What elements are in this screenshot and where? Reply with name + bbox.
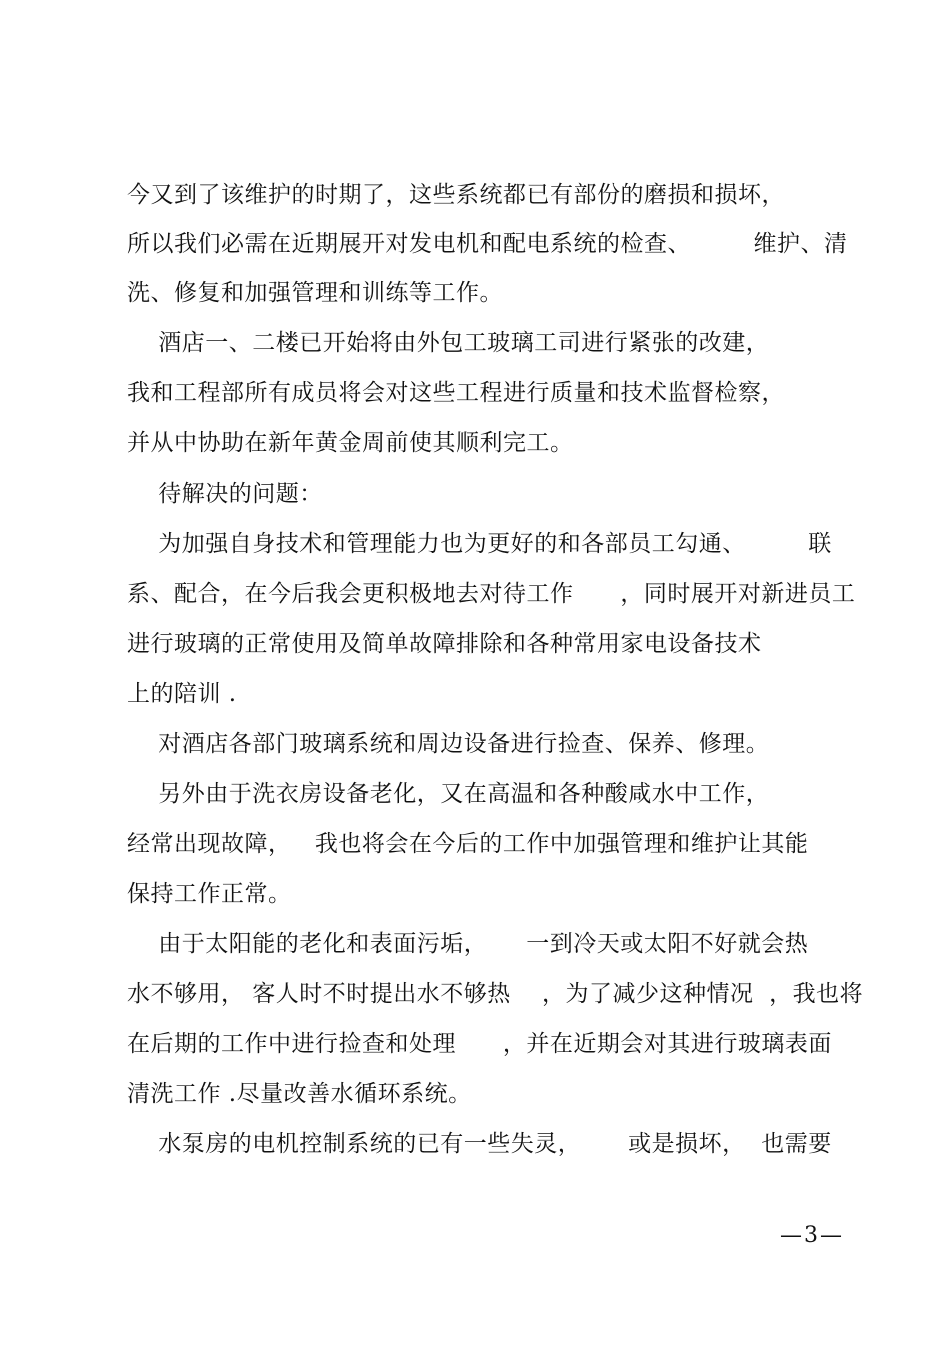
text-line: 今又到了该维护的时期了，这些系统都已有部份的磨损和损坏， bbox=[127, 182, 785, 208]
text-line: 经常出现故障， 我也将会在今后的工作中加强管理和维护让其能 bbox=[127, 831, 809, 857]
text-line: 并从中协助在新年黄金周前使其顺利完工。 bbox=[127, 430, 574, 456]
text-line: 水泵房的电机控制系统的已有一些失灵， 或是损坏， 也需要 bbox=[127, 1131, 832, 1157]
text-line: 酒店一、二楼已开始将由外包工玻璃工司进行紧张的改建， bbox=[127, 330, 770, 356]
text-line: 对酒店各部门玻璃系统和周边设备进行捡查、保养、修理。 bbox=[127, 731, 770, 757]
text-line: 系、配合，在今后我会更积极地去对待工作 ，同时展开对新进员工 bbox=[127, 581, 856, 607]
text-line: 为加强自身技术和管理能力也为更好的和各部员工勾通、 联 bbox=[127, 531, 832, 557]
text-line: 所以我们必需在近期展开对发电机和配电系统的检查、 维护、清 bbox=[127, 231, 848, 257]
text-line: 由于太阳能的老化和表面污垢， 一到冷天或太阳不好就会热 bbox=[127, 931, 809, 957]
text-line: 上的陪训 . bbox=[127, 681, 237, 707]
text-line: 保持工作正常。 bbox=[127, 881, 292, 907]
text-line: 清洗工作 .尽量改善水循环系统。 bbox=[127, 1081, 472, 1107]
text-line: 进行玻璃的正常使用及简单故障排除和各种常用家电设备技术 bbox=[127, 631, 762, 657]
text-line: 另外由于洗衣房设备老化，又在高温和各种酸咸水中工作， bbox=[127, 781, 770, 807]
text-line: 水不够用， 客人时不时提出水不够热 ，为了减少这种情况 ，我也将 bbox=[127, 981, 864, 1007]
page-number: —3— bbox=[780, 1223, 844, 1248]
text-line: 洗、修复和加强管理和训练等工作。 bbox=[127, 280, 503, 306]
text-line: 待解决的问题： bbox=[127, 481, 323, 507]
text-line: 我和工程部所有成员将会对这些工程进行质量和技术监督检察， bbox=[127, 380, 785, 406]
text-line: 在后期的工作中进行捡查和处理 ，并在近期会对其进行玻璃表面 bbox=[127, 1031, 832, 1057]
